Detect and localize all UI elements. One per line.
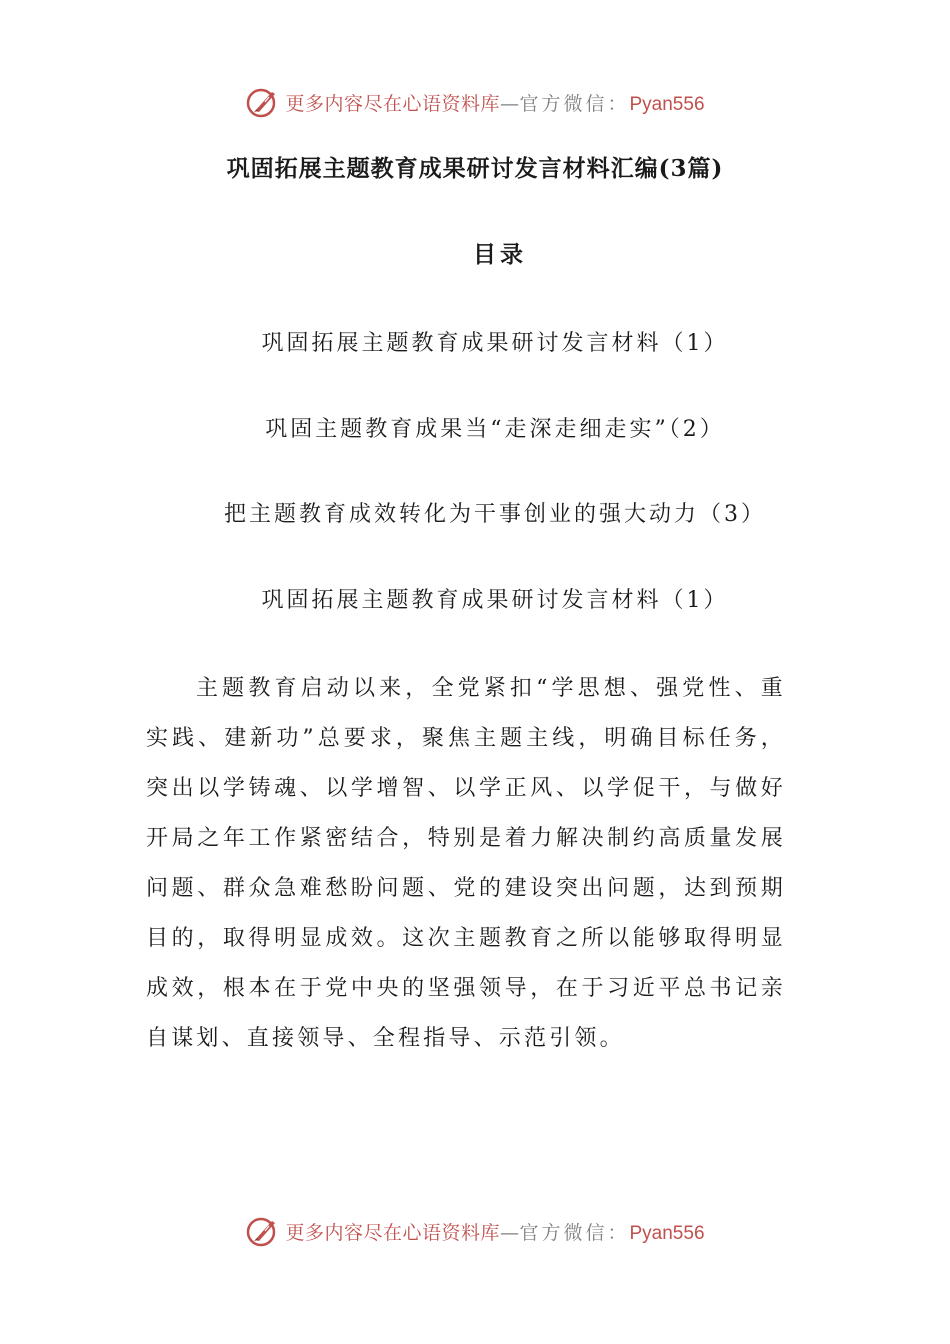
toc-item-3: 把主题教育成效转化为干事创业的强大动力（3） — [224, 502, 766, 527]
banner-wechat-label: 官方微信： — [519, 92, 630, 115]
header-watermark-banner — [0, 82, 950, 122]
banner-text — [285, 1218, 704, 1245]
banner-wechat-id: Pyan556 — [629, 93, 705, 115]
quill-pen-logo-icon — [245, 1214, 279, 1248]
section-title: 巩固拓展主题教育成果研讨发言材料（1） — [261, 588, 729, 613]
banner-dash: — — [499, 1221, 520, 1244]
toc-item-1: 巩固拓展主题教育成果研讨发言材料（1） — [261, 331, 729, 356]
banner-wechat-label: 官方微信： — [519, 1221, 630, 1244]
banner-text — [285, 89, 704, 116]
body-paragraph: 主题教育启动以来，全党紧扣“学思想、强党性、重实践、建新功”总要求，聚焦主题主线，明确目标任务，突出以学铸魂、以学增智、以学正风、以学促干，与做好开局之年工作紧密结合，特别是着力解决制约高质量发展问题、群众急难愁盼问题、党的建设突出问题，达到预期目的，取得明显成效。这次主题教育之所以能够取得明显成效，根本在于党中央的坚强领导，在于习近平总书记亲自谋划、直接领导、全程指导、示范引领。 — [146, 676, 786, 1051]
banner-dash: — — [499, 92, 520, 115]
footer-watermark-banner — [0, 1211, 950, 1251]
toc-heading: 目录 — [473, 241, 527, 268]
document-title: 巩固拓展主题教育成果研讨发言材料汇编(3篇) — [226, 155, 724, 182]
quill-pen-logo-icon — [245, 85, 279, 119]
banner-wechat-id: Pyan556 — [629, 1222, 705, 1244]
banner-site-name: 更多内容尽在心语资料库 — [285, 1221, 500, 1244]
toc-item-2: 巩固主题教育成果当“走深走细走实”（2） — [265, 417, 725, 442]
banner-site-name: 更多内容尽在心语资料库 — [285, 92, 500, 115]
